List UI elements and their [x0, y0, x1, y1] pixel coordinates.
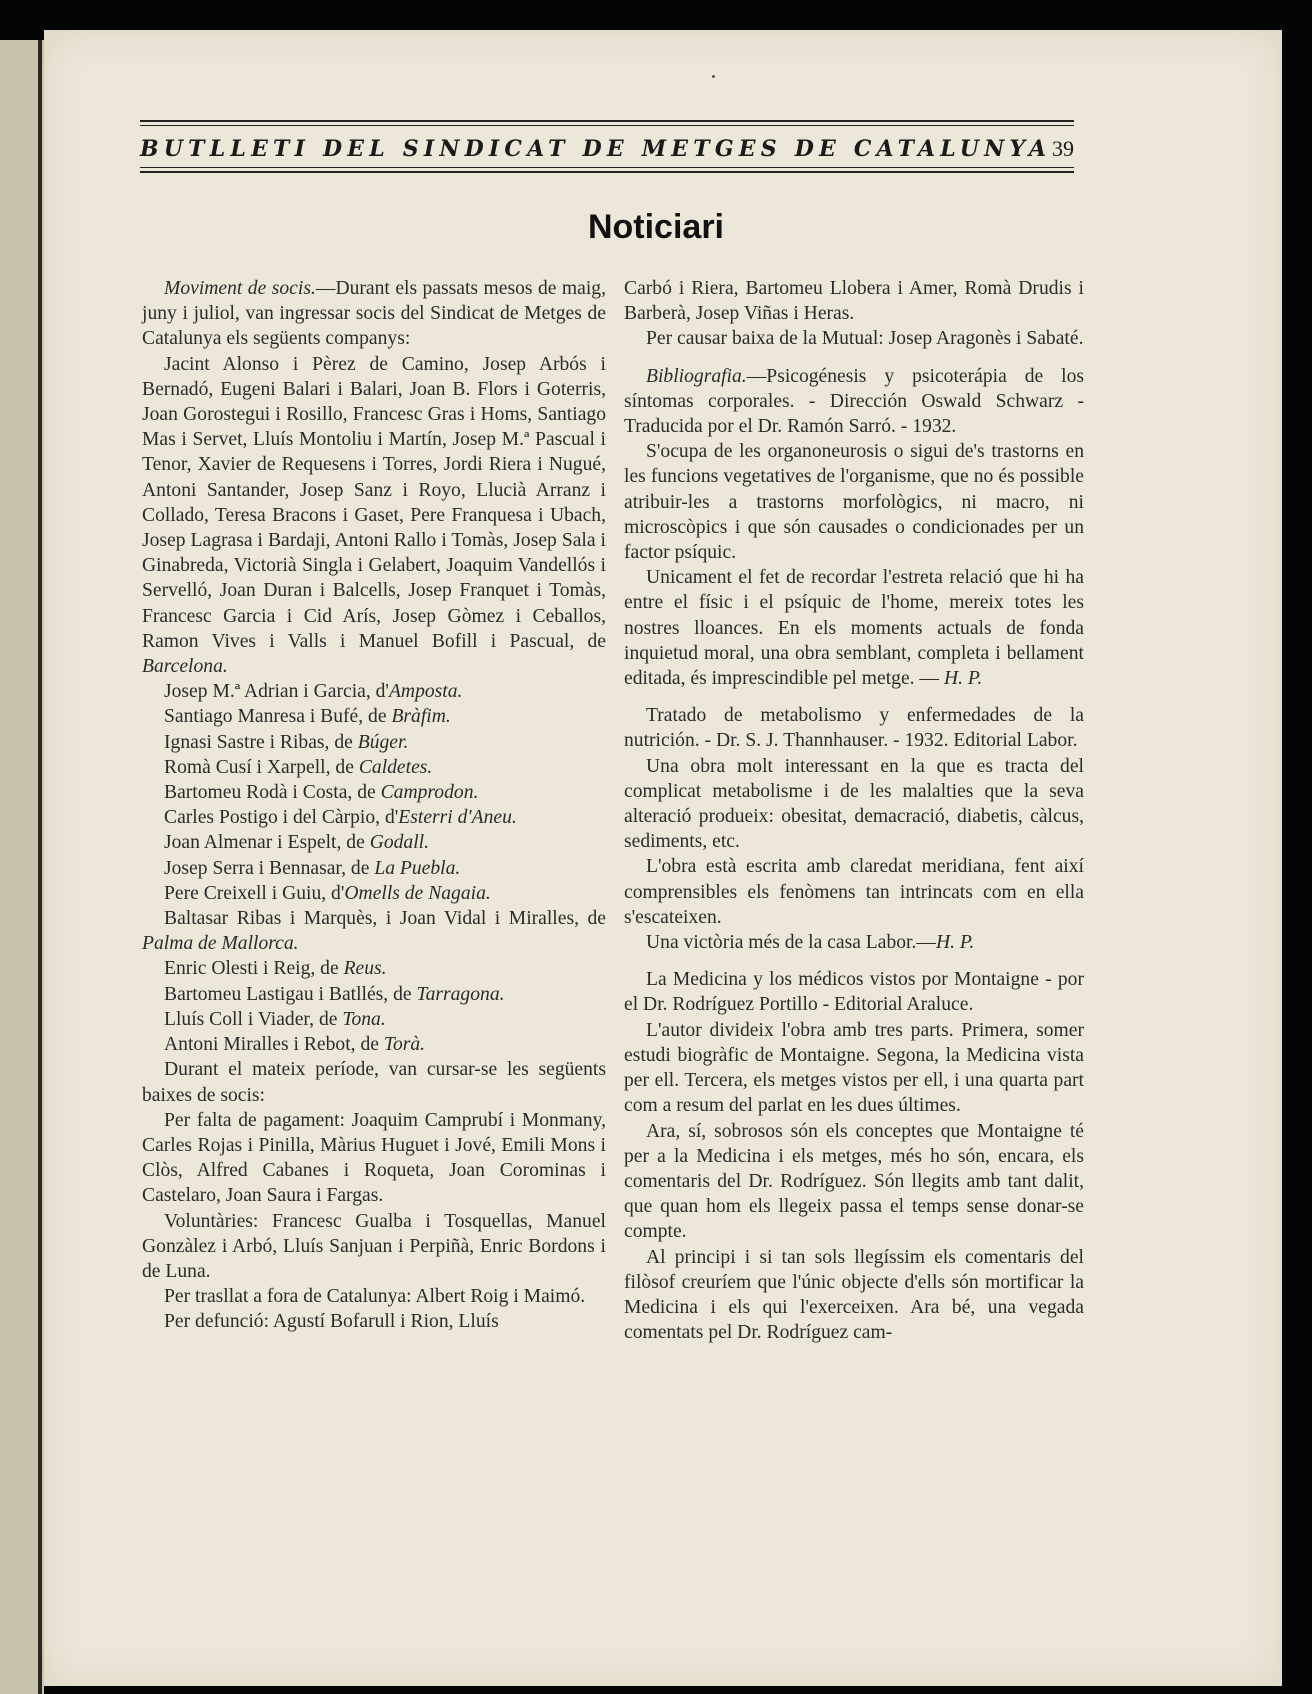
paragraph	[142, 1284, 606, 1309]
paragraph	[142, 1007, 606, 1032]
place-name: Barcelona.	[142, 656, 228, 678]
paragraph	[624, 754, 1084, 855]
place-name: Tona.	[342, 1008, 386, 1030]
paragraph	[142, 805, 606, 830]
paragraph	[142, 1057, 606, 1107]
paragraph-text: S'ocupa de les organoneurosis o sigui de's trastorns en les funcions vegetatives de l'organisme, que no és possible atribuir-les a trastorns morfològics, ni macro, ni microscòpics i que són causades o condicionades per un factor psíquic.	[624, 441, 1084, 564]
paragraph-text: Ignasi Sastre i Ribas, de	[164, 731, 358, 753]
paragraph	[624, 1119, 1084, 1245]
header-rule-bottom	[140, 171, 1074, 173]
author-initials: H. P.	[935, 932, 975, 954]
paragraph	[624, 1245, 1084, 1346]
paragraph	[624, 703, 1084, 753]
place-name: Palma de Mallorca.	[142, 933, 299, 955]
paragraph-gap	[624, 352, 1084, 364]
paragraph	[142, 830, 606, 855]
ink-speck	[712, 75, 715, 78]
paragraph	[142, 956, 606, 981]
place-name: Amposta.	[388, 681, 463, 703]
paragraph	[142, 881, 606, 906]
place-name: Camprodon.	[380, 782, 479, 804]
paragraph	[142, 704, 606, 729]
paragraph	[142, 352, 606, 680]
paragraph	[142, 1108, 606, 1209]
place-name: Búger.	[357, 731, 409, 753]
paragraph-text: Joan Almenar i Espelt, de	[164, 832, 370, 854]
paragraph	[142, 1209, 606, 1285]
paragraph-text: L'autor divideix l'obra amb tres parts. Primera, somer estudi biogràfic de Montaigne. Segona, la Medicina vista per ell. Tercera, els metges vistos per ell, i una quarta part com a resum del parlat en les dues últimes.	[624, 1019, 1084, 1117]
header-rule-top	[140, 120, 1074, 122]
paragraph-text: Voluntàries: Francesc Gualba i Tosquellas, Manuel Gonzàlez i Arbó, Lluís Sanjuan i Perpiñà, Enric Bordons i de Luna.	[142, 1210, 606, 1282]
page-number: 39	[1052, 136, 1074, 161]
left-column	[142, 276, 606, 1335]
place-name: Esterri d'Aneu.	[398, 807, 517, 829]
page-edge	[38, 40, 42, 1694]
paragraph-text: Antoni Miralles i Rebot, de	[164, 1034, 384, 1056]
header-rule-bottom-thin	[140, 167, 1074, 168]
place-name: Omells de Nagaia.	[344, 882, 491, 904]
paragraph-text: Una victòria més de la casa Labor.—	[646, 932, 936, 954]
paragraph-text: —Psicogénesis y psicoterápia de los síntomas corporales. - Dirección Oswald Schwarz - Traducida por el Dr. Ramón Sarró. - 1932.	[624, 365, 1084, 438]
paragraph-text: Per causar baixa de la Mutual: Josep Aragonès i Sabaté.	[646, 328, 1084, 350]
paragraph-gap	[624, 955, 1084, 967]
paragraph	[624, 565, 1084, 691]
paragraph-text: Santiago Manresa i Bufé, de	[164, 706, 392, 728]
place-name: Tarragona.	[416, 983, 505, 1005]
paragraph	[142, 906, 606, 956]
paragraph-text: Josep Serra i Bennasar, de	[164, 857, 375, 879]
paragraph-text: L'obra està escrita amb claredat meridiana, fent així comprensibles els fenòmens tan intrincats com en ella s'escateixen.	[624, 856, 1084, 928]
running-header	[140, 136, 1074, 166]
paragraph-text: Una obra molt interessant en la que es tracta del complicat metabolisme i de les malalties que la seva alteració produeix: obesitat, demacració, diabetis, càlcus, sediments, etc.	[624, 755, 1084, 853]
paragraph-lead: Bibliografia.	[646, 365, 747, 387]
paragraph-text: Per falta de pagament: Joaquim Camprubí i Monmany, Carles Rojas i Pinilla, Màrius Huguet i Jové, Emili Mons i Clòs, Alfred Cabanes i Roqueta, Joan Corominas i Castelaro, Joan Saura i Fargas.	[142, 1109, 606, 1207]
paragraph-text: Jacint Alonso i Pèrez de Camino, Josep Arbós i Bernadó, Eugeni Balari i Balari, Joan B. Flors i Goterris, Joan Gorostegui i Rosillo, Francesc Gras i Homs, Santiago Mas i Servet, Lluís Montoliu i Martín, Josep M.ª Pascual i Tenor, Xavier de Requesens i Torres, Jordi Riera i Nugué, Antoni Santander, Josep Sanz i Royo, Llucià Arranz i Collado, Teresa Bracons i Gaset, Pere Franquesa i Ubach, Josep Lagrasa i Bardaji, Antoni Rallo i Tomàs, Josep Sala i Ginabreda, Victorià Singla i Gelabert, Joaquim Vandellós i Servelló, Joan Duran i Balcells, Josep Franquet i Tomàs, Francesc Garcia i Cid Arís, Josep Gòmez i Ceballos, Ramon Vives i Valls i Manuel Bofill i Pascual, de	[142, 353, 606, 652]
paragraph-text: Carbó i Riera, Bartomeu Llobera i Amer, Romà Drudis i Barberà, Josep Viñas i Heras.	[624, 278, 1084, 325]
paragraph-text: Tratado de metabolismo y enfermedades de la nutrición. - Dr. S. J. Thannhauser. - 1932. Editorial Labor.	[624, 705, 1084, 752]
paragraph	[142, 276, 606, 352]
paragraph	[624, 1018, 1084, 1119]
paragraph-text: Bartomeu Lastigau i Batllés, de	[164, 983, 417, 1005]
paragraph-text: Josep M.ª Adrian i Garcia, d'	[164, 681, 389, 703]
paragraph	[624, 326, 1084, 351]
place-name: Caldetes.	[358, 756, 433, 778]
paragraph-text: Romà Cusí i Xarpell, de	[164, 756, 359, 778]
paragraph-text: Carles Postigo i del Càrpio, d'	[164, 807, 399, 829]
paragraph	[624, 364, 1084, 440]
paragraph-text: La Medicina y los médicos vistos por Montaigne - por el Dr. Rodríguez Portillo - Editorial Araluce.	[624, 969, 1084, 1016]
paragraph	[142, 1309, 606, 1334]
paragraph-text: Per trasllat a fora de Catalunya: Albert Roig i Maimó.	[164, 1286, 586, 1308]
paragraph-text: Baltasar Ribas i Marquès, i Joan Vidal i Miralles, de	[164, 908, 606, 930]
paragraph-text: Ara, sí, sobrosos són els conceptes que Montaigne té per a la Medicina i els metges, més ho són, encara, els comentaris del Dr. Rodríguez. Són llegits amb tant dalit, que quan hom els llegeix passa el temps sense donar-se compte.	[624, 1120, 1084, 1243]
paragraph-lead: Moviment de socis.	[164, 278, 316, 299]
paragraph-text: Unicament el fet de recordar l'estreta relació que hi ha entre el físic i el psíquic de l'home, mereix totes les nostres lloances. En els moments actuals de fonda inquietud moral, una obra semblant, completa i bellament editada, és imprescindible pel metge. —	[624, 567, 1084, 690]
author-initials: H. P.	[943, 668, 983, 690]
place-name: La Puebla.	[374, 857, 461, 879]
place-name: Bràfim.	[391, 706, 451, 728]
header-rule-top-thin	[140, 125, 1074, 126]
paragraph	[624, 276, 1084, 326]
paragraph-text: Per defunció: Agustí Bofarull i Rion, Lluís	[164, 1311, 499, 1333]
place-name: Godall.	[369, 832, 430, 854]
paragraph-text: Durant el mateix període, van cursar-se les següents baixes de socis:	[142, 1059, 606, 1106]
paragraph-text: —Durant els passats mesos de maig, juny i juliol, van ingressar socis del Sindicat de Metges de Catalunya els següents companys:	[142, 278, 606, 350]
paragraph	[142, 856, 606, 881]
paragraph	[142, 679, 606, 704]
place-name: Torà.	[383, 1034, 426, 1056]
paragraph-text: Lluís Coll i Viader, de	[164, 1008, 343, 1030]
paragraph-text: Pere Creixell i Guiu, d'	[164, 882, 345, 904]
paragraph-text: Bartomeu Rodà i Costa, de	[164, 782, 381, 804]
paragraph	[624, 930, 1084, 955]
section-title: Noticiari	[587, 208, 725, 246]
journal-title: BUTLLETI DEL SINDICAT DE METGES DE CATALUNYA	[140, 136, 1052, 162]
paragraph	[142, 1032, 606, 1057]
paragraph	[142, 730, 606, 755]
paragraph-gap	[624, 691, 1084, 703]
paragraph-text: Al principi i si tan sols llegíssim els comentaris del filòsof creuríem que l'únic objecte d'ells són mortificar la Medicina i els qui l'exerceixen. Ara bé, una vegada comentats pel Dr. Rodríguez cam-	[624, 1246, 1084, 1344]
paragraph	[624, 439, 1084, 565]
paragraph	[142, 755, 606, 780]
paragraph	[624, 967, 1084, 1017]
place-name: Reus.	[343, 958, 387, 980]
paragraph	[142, 780, 606, 805]
right-column	[624, 276, 1084, 1345]
paragraph	[142, 982, 606, 1007]
paragraph-text: Enric Olesti i Reig, de	[164, 958, 344, 980]
paragraph	[624, 854, 1084, 930]
